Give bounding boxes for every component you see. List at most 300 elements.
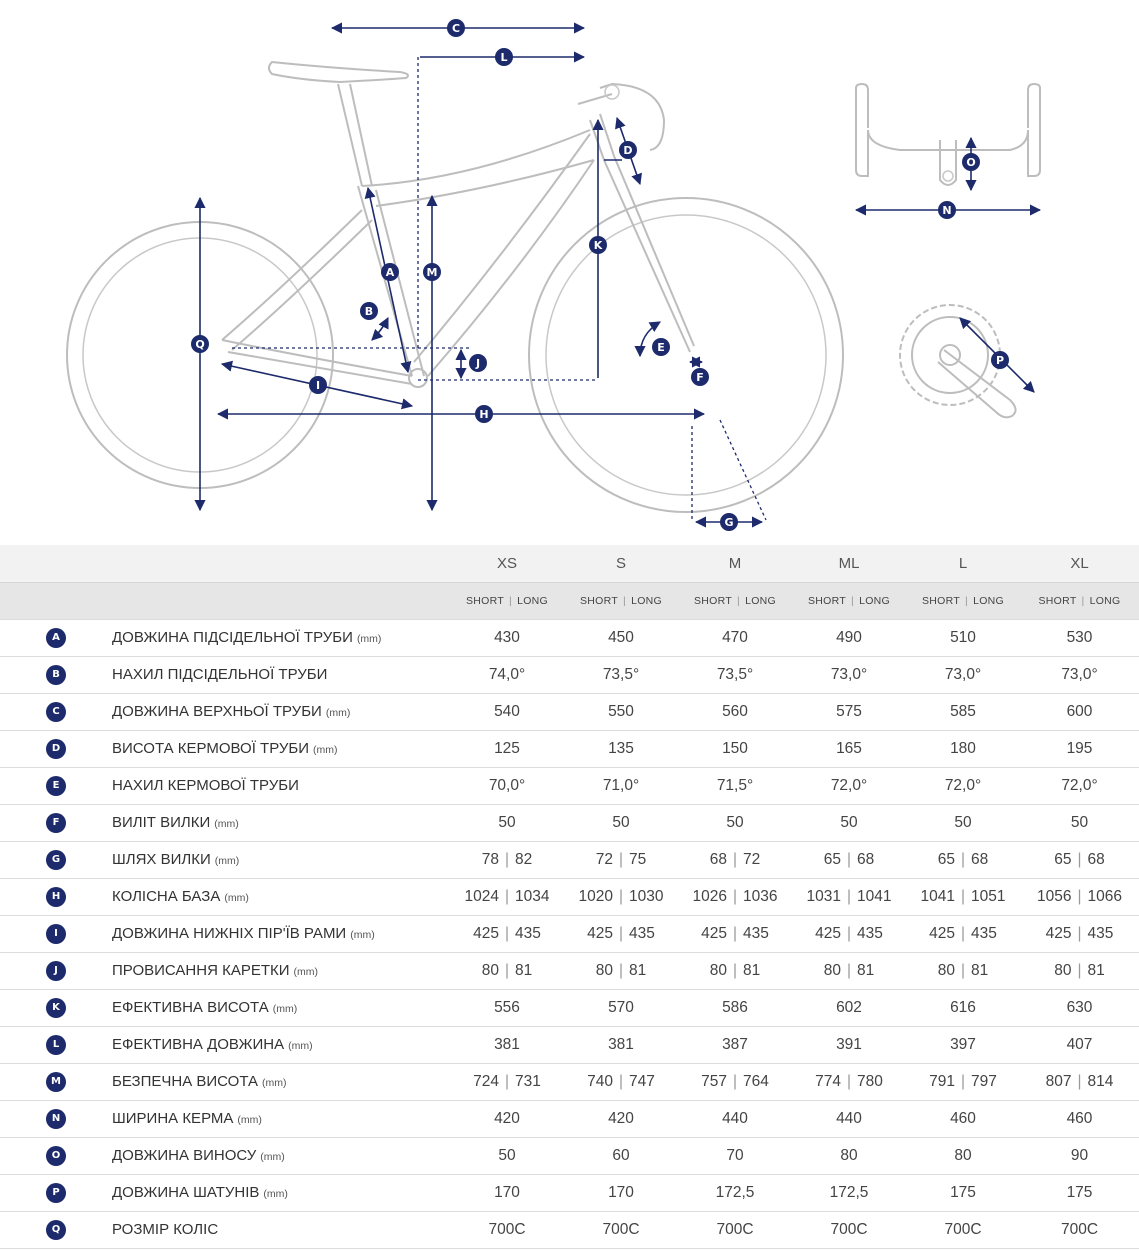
value-cell: 407: [1066, 1035, 1093, 1053]
size-header: M: [728, 554, 742, 572]
fit-header-row: [0, 582, 1139, 619]
row-name: ДОВЖИНА НИЖНІХ ПІР'ЇВ РАМИ: [112, 925, 347, 942]
label-E: [652, 338, 670, 356]
row-unit: (mm): [272, 1003, 298, 1015]
table-row: [0, 619, 1139, 656]
fit-header: [564, 582, 678, 619]
value-long: 81: [971, 961, 989, 979]
value-short: 80: [937, 961, 955, 979]
value-cell: 175: [950, 1183, 976, 1201]
value-separator: |: [846, 887, 852, 905]
value-cell: [450, 952, 564, 989]
value-long: 68: [1087, 850, 1105, 868]
row-name: НАХИЛ ПІДСІДЕЛЬНОЇ ТРУБИ: [112, 666, 328, 683]
value-cell: 60: [612, 1146, 630, 1164]
value-long: 68: [857, 850, 875, 868]
value-short: 65: [823, 850, 841, 868]
value-long: 764: [743, 1072, 769, 1090]
row-badge: P: [46, 1183, 66, 1203]
value-separator: |: [618, 961, 624, 979]
value-cell: 50: [498, 813, 516, 831]
value-separator: |: [504, 887, 510, 905]
label-F: [691, 368, 709, 386]
label-D: [619, 141, 637, 159]
label-L: [495, 48, 513, 66]
value-cell: 50: [726, 813, 744, 831]
table-row: [0, 730, 1139, 767]
value-cell: [564, 1063, 678, 1100]
bike-geometry-diagram: [0, 0, 1139, 545]
value-long: 81: [743, 961, 761, 979]
value-cell: 170: [494, 1183, 520, 1201]
fit-short-label: SHORT: [579, 594, 619, 607]
value-cell: [450, 1063, 564, 1100]
value-separator: |: [1077, 924, 1082, 942]
label-M-text: M: [426, 266, 438, 279]
label-P: [991, 351, 1009, 369]
value-cell: 175: [1066, 1183, 1093, 1201]
value-short: 425: [815, 924, 841, 942]
table-row: [0, 656, 1139, 693]
value-long: 82: [515, 850, 533, 868]
value-short: 425: [929, 924, 955, 942]
row-name: ВИСОТА КЕРМОВОЇ ТРУБИ: [112, 740, 310, 757]
value-cell: 586: [722, 998, 748, 1016]
value-cell: [792, 1063, 906, 1100]
value-long: 1066: [1087, 887, 1122, 905]
value-cell: 570: [608, 998, 634, 1016]
row-badge: I: [46, 924, 66, 944]
value-cell: 510: [950, 628, 976, 646]
handlebar-front-view: [856, 84, 1040, 185]
value-cell: [678, 841, 792, 878]
value-short: 1041: [920, 887, 955, 905]
row-name: ШИРИНА КЕРМА: [112, 1110, 234, 1127]
row-name: ДОВЖИНА ПІДСІДЕЛЬНОЇ ТРУБИ: [112, 629, 353, 646]
label-N-text: N: [942, 204, 952, 217]
value-separator: |: [1077, 850, 1082, 868]
value-cell: 73,0°: [1061, 665, 1098, 683]
row-badge: C: [46, 702, 66, 722]
value-cell: 540: [494, 702, 520, 720]
label-Q: [191, 335, 209, 353]
label-D-text: D: [623, 144, 633, 157]
row-name: БЕЗПЕЧНА ВИСОТА: [112, 1073, 258, 1090]
value-short: 68: [709, 850, 727, 868]
value-short: 757: [701, 1072, 727, 1090]
value-cell: 70,0°: [488, 776, 526, 794]
value-cell: 490: [836, 628, 862, 646]
label-F-text: F: [696, 371, 704, 384]
value-cell: [564, 878, 678, 915]
value-cell: [906, 952, 1020, 989]
value-cell: 420: [494, 1109, 520, 1127]
value-short: 774: [815, 1072, 841, 1090]
value-cell: 420: [608, 1109, 634, 1127]
value-cell: 391: [836, 1035, 862, 1053]
value-separator: |: [960, 924, 966, 942]
table-row: [0, 1063, 1139, 1100]
row-badge: K: [46, 998, 66, 1018]
value-cell: 72,0°: [1061, 776, 1098, 794]
size-header: S: [615, 554, 626, 572]
label-A: [381, 263, 399, 281]
value-short: 80: [481, 961, 499, 979]
label-N: [938, 201, 956, 219]
value-cell: [1020, 878, 1139, 915]
value-short: 1024: [464, 887, 499, 905]
row-badge: L: [46, 1035, 66, 1055]
fit-header: [678, 582, 792, 619]
dimension-lines: [200, 28, 1040, 522]
value-cell: 397: [950, 1035, 976, 1053]
value-cell: 125: [494, 739, 520, 757]
value-short: 78: [481, 850, 499, 868]
fit-long-label: LONG: [745, 594, 777, 607]
row-name: ДОВЖИНА ВИНОСУ: [112, 1147, 257, 1164]
value-long: 1051: [971, 887, 1006, 905]
fit-separator: |: [965, 594, 969, 607]
label-H-text: H: [479, 408, 489, 421]
size-header-row: [0, 545, 1139, 582]
fit-header: [1020, 582, 1139, 619]
fit-long-label: LONG: [517, 594, 549, 607]
value-cell: 180: [950, 739, 976, 757]
value-cell: [450, 878, 564, 915]
value-cell: 74,0°: [488, 665, 526, 683]
size-header: L: [958, 554, 968, 572]
value-short: 80: [709, 961, 727, 979]
fit-separator: |: [737, 594, 741, 607]
value-cell: [906, 915, 1020, 952]
row-unit: (mm): [214, 855, 240, 867]
label-G: [720, 513, 738, 531]
value-cell: 700C: [1060, 1220, 1099, 1238]
row-unit: (mm): [262, 1077, 287, 1089]
value-separator: |: [1077, 1072, 1082, 1090]
value-cell: 700C: [488, 1220, 526, 1238]
value-cell: 430: [494, 628, 520, 646]
value-separator: |: [504, 1072, 510, 1090]
table-row: [0, 767, 1139, 804]
label-K-text: K: [593, 239, 603, 252]
value-separator: |: [960, 1072, 966, 1090]
value-cell: [678, 1063, 792, 1100]
value-cell: 50: [498, 1146, 516, 1164]
row-badge: G: [46, 850, 66, 870]
value-cell: 50: [1070, 813, 1089, 831]
value-cell: 630: [1066, 998, 1093, 1016]
value-cell: [678, 878, 792, 915]
table-row: [0, 952, 1139, 989]
value-cell: 72,0°: [944, 776, 982, 794]
row-unit: (mm): [288, 1040, 313, 1052]
value-separator: |: [732, 924, 738, 942]
value-cell: 73,5°: [716, 665, 754, 683]
value-cell: 700C: [716, 1220, 754, 1238]
row-badge: D: [46, 739, 66, 759]
value-cell: 470: [722, 628, 748, 646]
value-long: 814: [1087, 1072, 1114, 1090]
table-row: [0, 693, 1139, 730]
value-cell: [450, 841, 564, 878]
value-cell: 575: [836, 702, 862, 720]
value-cell: 440: [836, 1109, 862, 1127]
fit-short-label: SHORT: [1038, 594, 1077, 607]
value-cell: [678, 915, 792, 952]
value-cell: 460: [950, 1109, 976, 1127]
table-row: [0, 1211, 1139, 1248]
value-long: 435: [1087, 924, 1114, 942]
fit-long-label: LONG: [859, 594, 891, 607]
value-cell: [792, 878, 906, 915]
value-long: 1030: [629, 887, 664, 905]
value-cell: [1020, 1063, 1139, 1100]
size-header: XS: [496, 554, 517, 572]
value-long: 435: [515, 924, 541, 942]
table-row: [0, 1100, 1139, 1137]
value-cell: 172,5: [715, 1183, 755, 1201]
value-long: 1041: [857, 887, 892, 905]
label-K: [589, 236, 607, 254]
value-long: 1034: [515, 887, 550, 905]
value-cell: [792, 952, 906, 989]
row-name: РОЗМІР КОЛІС: [112, 1221, 219, 1238]
label-H: [475, 405, 493, 423]
label-I-text: I: [315, 379, 321, 392]
row-name: ЕФЕКТИВНА ВИСОТА: [112, 999, 269, 1016]
row-unit: (mm): [293, 966, 319, 978]
row-name: ВИЛІТ ВИЛКИ: [112, 814, 211, 831]
value-cell: 72,0°: [830, 776, 868, 794]
fit-long-label: LONG: [973, 594, 1005, 607]
table-row: [0, 915, 1139, 952]
value-cell: [792, 915, 906, 952]
row-unit: (mm): [214, 818, 239, 830]
value-short: 724: [473, 1072, 499, 1090]
row-badge: E: [46, 776, 66, 796]
value-long: 81: [857, 961, 875, 979]
value-cell: 600: [1066, 702, 1093, 720]
value-cell: 73,0°: [944, 665, 982, 683]
value-cell: 387: [722, 1035, 748, 1053]
value-cell: 50: [612, 813, 630, 831]
value-cell: 616: [950, 998, 976, 1016]
value-short: 425: [587, 924, 613, 942]
table-row: [0, 989, 1139, 1026]
row-badge: O: [46, 1146, 66, 1166]
label-E-text: E: [657, 341, 665, 354]
row-name: ПРОВИСАННЯ КАРЕТКИ: [112, 962, 290, 979]
value-separator: |: [504, 961, 510, 979]
value-cell: 80: [840, 1146, 858, 1164]
table-row: [0, 1026, 1139, 1063]
value-separator: |: [618, 887, 624, 905]
label-L-text: L: [500, 51, 508, 64]
row-name: ДОВЖИНА ШАТУНІВ: [112, 1184, 260, 1201]
value-cell: 560: [722, 702, 748, 720]
value-short: 425: [1045, 924, 1072, 942]
fit-separator: |: [623, 594, 627, 607]
row-unit: (mm): [313, 744, 338, 756]
value-separator: |: [732, 850, 738, 868]
label-P-text: P: [995, 354, 1005, 367]
label-B-text: B: [364, 305, 374, 318]
value-cell: 550: [608, 702, 634, 720]
value-long: 72: [743, 850, 761, 868]
table-row: [0, 878, 1139, 915]
value-short: 1020: [578, 887, 613, 905]
value-cell: 50: [840, 813, 858, 831]
value-cell: 700C: [830, 1220, 868, 1238]
value-separator: |: [618, 924, 624, 942]
label-O-text: O: [966, 156, 976, 169]
label-A-text: A: [385, 266, 395, 279]
value-short: 1026: [692, 887, 727, 905]
label-C-text: C: [451, 22, 461, 35]
value-cell: 556: [494, 998, 520, 1016]
fit-short-label: SHORT: [921, 594, 961, 607]
value-separator: |: [846, 924, 852, 942]
label-O: [962, 153, 980, 171]
row-badge: M: [46, 1072, 66, 1092]
fit-header: [906, 582, 1020, 619]
table-row: [0, 841, 1139, 878]
row-unit: (mm): [224, 892, 249, 904]
value-long: 81: [515, 961, 533, 979]
value-cell: 71,0°: [602, 776, 640, 794]
value-cell: [1020, 841, 1139, 878]
value-cell: [906, 1063, 1020, 1100]
row-unit: (mm): [350, 929, 375, 941]
value-short: 807: [1045, 1072, 1072, 1090]
size-header: ML: [838, 554, 860, 572]
row-unit: (mm): [260, 1151, 285, 1163]
row-badge: N: [46, 1109, 66, 1129]
value-long: 68: [971, 850, 989, 868]
value-short: 80: [823, 961, 841, 979]
value-short: 791: [929, 1072, 955, 1090]
value-separator: |: [846, 1072, 852, 1090]
value-cell: [564, 915, 678, 952]
bike-outline: [67, 62, 843, 512]
value-long: 780: [857, 1072, 883, 1090]
value-separator: |: [846, 850, 852, 868]
table-row: [0, 804, 1139, 841]
value-short: 1031: [806, 887, 841, 905]
value-cell: [906, 841, 1020, 878]
value-long: 747: [629, 1072, 655, 1090]
row-unit: (mm): [325, 707, 351, 719]
row-unit: (mm): [263, 1188, 288, 1200]
value-cell: 50: [954, 813, 972, 831]
label-G-text: G: [724, 516, 734, 529]
value-long: 1036: [743, 887, 778, 905]
label-B: [360, 302, 378, 320]
value-cell: [450, 915, 564, 952]
row-name: НАХИЛ КЕРМОВОЇ ТРУБИ: [112, 777, 299, 794]
row-badge: B: [46, 665, 66, 685]
value-long: 435: [971, 924, 997, 942]
value-short: 425: [473, 924, 499, 942]
value-long: 435: [743, 924, 769, 942]
fit-separator: |: [1081, 594, 1085, 607]
row-name: КОЛІСНА БАЗА: [112, 888, 221, 905]
value-cell: [564, 952, 678, 989]
value-cell: 73,5°: [602, 665, 640, 683]
label-M: [423, 263, 441, 281]
row-name: ЕФЕКТИВНА ДОВЖИНА: [112, 1036, 285, 1053]
fit-separator: |: [509, 594, 513, 607]
value-cell: 90: [1070, 1146, 1089, 1164]
value-cell: 460: [1066, 1109, 1093, 1127]
value-short: 1056: [1037, 887, 1072, 905]
fit-short-label: SHORT: [693, 594, 733, 607]
value-cell: 165: [836, 739, 862, 757]
row-name: ДОВЖИНА ВЕРХНЬОЇ ТРУБИ: [112, 703, 322, 720]
value-cell: 585: [950, 702, 976, 720]
table-row: [0, 1137, 1139, 1174]
label-J-text: J: [475, 357, 481, 370]
value-separator: |: [732, 961, 738, 979]
value-cell: 172,5: [829, 1183, 869, 1201]
value-cell: 195: [1066, 739, 1093, 757]
value-separator: |: [960, 850, 966, 868]
value-cell: 135: [608, 739, 634, 757]
value-long: 435: [629, 924, 655, 942]
value-cell: 700C: [944, 1220, 982, 1238]
row-badge: A: [46, 628, 66, 648]
value-short: 65: [937, 850, 955, 868]
value-cell: 530: [1066, 628, 1093, 646]
value-cell: [1020, 915, 1139, 952]
fit-header: [450, 582, 564, 619]
fit-short-label: SHORT: [807, 594, 847, 607]
label-J: [469, 354, 487, 372]
table-row: [0, 1174, 1139, 1211]
value-cell: 70: [726, 1146, 744, 1164]
value-separator: |: [618, 1072, 624, 1090]
geometry-table-body: [0, 619, 1139, 1248]
value-long: 731: [515, 1072, 541, 1090]
value-short: 65: [1054, 850, 1072, 868]
value-separator: |: [960, 961, 966, 979]
value-cell: [564, 841, 678, 878]
label-C: [447, 19, 465, 37]
value-cell: 381: [608, 1035, 634, 1053]
value-cell: 170: [608, 1183, 634, 1201]
value-long: 81: [1087, 961, 1105, 979]
row-badge: Q: [46, 1220, 66, 1240]
size-header: XL: [1070, 554, 1089, 572]
label-I: [309, 376, 327, 394]
row-badge: H: [46, 887, 66, 907]
value-cell: [678, 952, 792, 989]
fit-separator: |: [851, 594, 855, 607]
value-cell: 150: [722, 739, 748, 757]
value-short: 425: [701, 924, 727, 942]
fit-short-label: SHORT: [465, 594, 505, 607]
row-unit: (mm): [356, 633, 382, 645]
row-name: ШЛЯХ ВИЛКИ: [112, 851, 211, 868]
row-unit: (mm): [237, 1114, 262, 1126]
value-cell: 450: [608, 628, 634, 646]
value-long: 435: [857, 924, 883, 942]
value-short: 72: [595, 850, 613, 868]
value-short: 80: [1054, 961, 1072, 979]
value-cell: 73,0°: [830, 665, 868, 683]
value-separator: |: [618, 850, 624, 868]
